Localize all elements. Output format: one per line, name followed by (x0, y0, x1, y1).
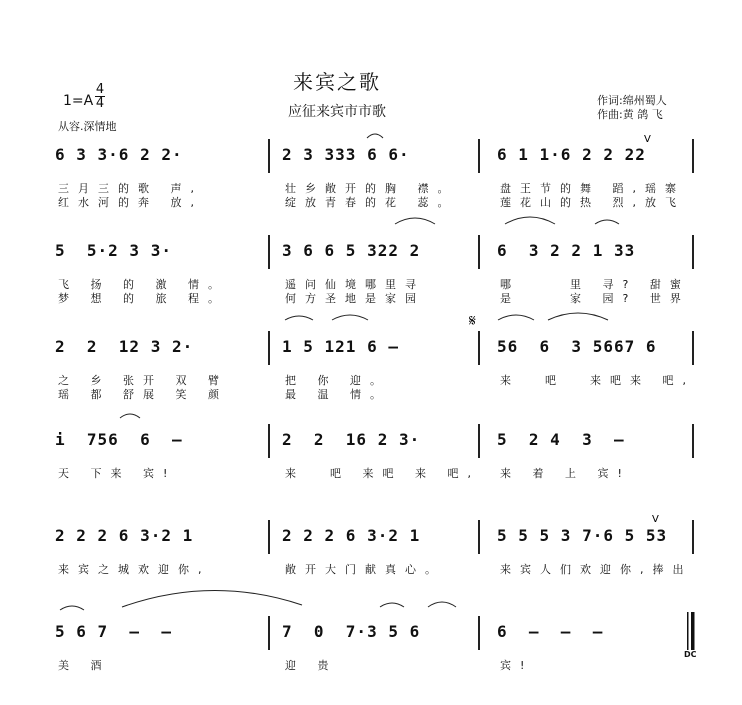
lyric-line-1: 遥问仙境哪里寻 (285, 278, 425, 291)
slur-mark (548, 313, 608, 320)
key-signature: 1=A (63, 93, 94, 109)
lyric-line-1: 敞开大门献真心。 (285, 563, 445, 576)
slur-mark (122, 590, 302, 607)
measure-notes: i 756 6 — (55, 430, 183, 449)
segno-icon: 𝄋 (469, 311, 476, 330)
lyric-line-1: 把 你 迎。 (285, 374, 390, 387)
lyric-line-1: 之 乡 张开 双 臂 (58, 374, 228, 387)
measure-notes: 2 2 12 3 2· (55, 337, 194, 356)
lyric-line-1: 来 吧 来吧 来 吧, (285, 467, 480, 480)
time-signature-top: 4 (95, 82, 105, 97)
lyric-line-2: 是 家 园? 世界 (500, 292, 690, 305)
lyric-line-1: 三月三的歌 声, (58, 182, 203, 195)
lyric-line-1: 哪 里 寻? 甜蜜 (500, 278, 690, 291)
composer-credit: 作曲:黄 鸽 飞 (597, 108, 663, 121)
measure-notes: 5 5 5 3 7·6 5 53 (497, 526, 668, 545)
lyric-line-1: 盘王节的舞 蹈,瑶寨 (500, 182, 685, 195)
final-barline-thin (687, 612, 689, 650)
lyric-line-2: 莲花山的热 烈,放飞 (500, 196, 685, 209)
lyric-line-1: 美 酒 (58, 659, 111, 672)
breath-mark: V (652, 514, 659, 525)
song-subtitle: 应征来宾市市歌 (288, 104, 386, 120)
final-barline-thick (691, 612, 695, 650)
breath-mark: V (644, 134, 651, 145)
lyric-line-1: 宾! (500, 659, 534, 672)
measure-notes: 6 3 2 2 1 33 (497, 241, 636, 260)
dc-marking: DC (684, 650, 697, 659)
slur-mark (498, 315, 534, 320)
measure-notes: 2 2 2 6 3·2 1 (55, 526, 194, 545)
lyric-line-1: 壮乡敞开的胸 襟。 (285, 182, 458, 195)
measure-notes: 6 — — — (497, 622, 604, 641)
lyricist-credit: 作词:绵州蜀人 (597, 94, 667, 107)
slur-mark (60, 606, 84, 610)
slur-mark (367, 134, 383, 138)
measure-notes: 56 6 3 5667 6 (497, 337, 657, 356)
lyric-line-1: 迎 贵 (285, 659, 338, 672)
slur-mark (332, 315, 368, 320)
lyric-line-2: 红水河的奔 放, (58, 196, 203, 209)
lyric-line-1: 来 着 上 宾! (500, 467, 631, 480)
measure-notes: 5 2 4 3 — (497, 430, 625, 449)
measure-notes: 1 5 121 6 — (282, 337, 399, 356)
lyric-line-2: 何方圣地是家园 (285, 292, 425, 305)
lyric-line-1: 飞 扬 的 激 情。 (58, 278, 228, 291)
measure-notes: 2 2 2 6 3·2 1 (282, 526, 421, 545)
lyric-line-2: 梦 想 的 旅 程。 (58, 292, 228, 305)
slur-mark (120, 414, 140, 418)
measure-notes: 6 3 3·6 2 2· (55, 145, 183, 164)
slur-mark (395, 218, 435, 224)
tempo-marking: 从容.深情地 (58, 120, 117, 133)
time-signature-bottom: 4 (95, 96, 105, 111)
measure-notes: 6 1 1·6 2 2 22 (497, 145, 646, 164)
measure-notes: 2 2 16 2 3· (282, 430, 421, 449)
lyric-line-2: 瑶 都 舒展 笑 颜 (58, 388, 228, 401)
slur-mark (428, 602, 456, 607)
slur-mark (595, 220, 619, 224)
lyric-line-2: 最 温 情。 (285, 388, 390, 401)
lyric-line-1: 来宾之城欢迎你, (58, 563, 211, 576)
slur-mark (505, 217, 555, 224)
lyric-line-1: 来宾人们欢迎你,捧出 (500, 563, 693, 576)
song-title: 来宾之歌 (293, 70, 381, 94)
slur-mark (380, 603, 404, 607)
measure-notes: 3 6 6 5 322 2 (282, 241, 421, 260)
measure-notes: 5 6 7 — — (55, 622, 172, 641)
measure-notes: 7 0 7·3 5 6 (282, 622, 421, 641)
slur-mark (285, 316, 313, 320)
measure-notes: 2 3 333 6 6· (282, 145, 410, 164)
measure-notes: 5 5·2 3 3· (55, 241, 172, 260)
lyric-line-1: 来 吧 来吧来 吧, (500, 374, 695, 387)
lyric-line-1: 天 下来 宾! (58, 467, 177, 480)
lyric-line-2: 绽放青春的花 蕊。 (285, 196, 458, 209)
